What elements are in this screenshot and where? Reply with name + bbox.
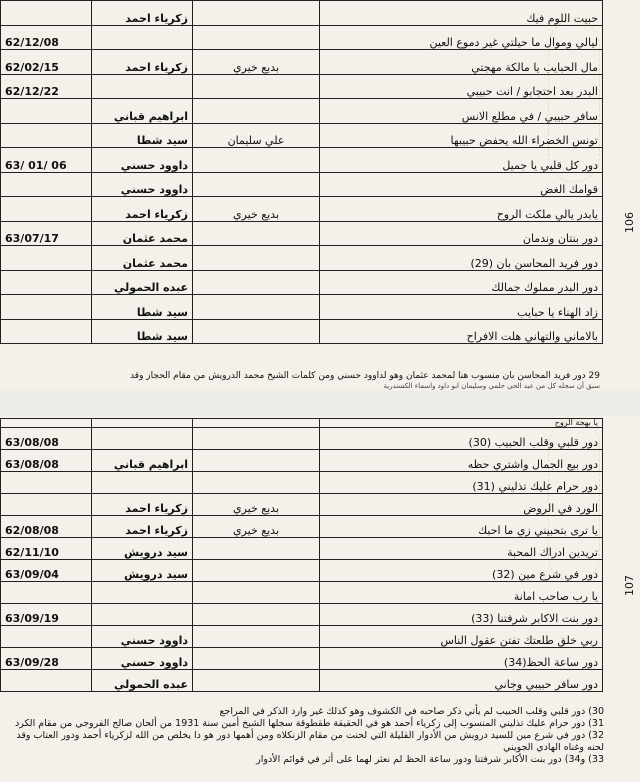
composer-cell bbox=[193, 538, 320, 560]
singer-cell: ابراهيم قباني bbox=[92, 99, 193, 124]
song-cell: دور فريد المحاسن بان (29) bbox=[320, 246, 603, 271]
page-gap bbox=[0, 391, 640, 416]
singer-cell: سيد شطا bbox=[92, 319, 193, 344]
singer-cell: محمد عثمان bbox=[92, 221, 193, 246]
singer-cell bbox=[92, 25, 193, 50]
date-cell bbox=[1, 670, 92, 692]
singer-cell: زكرياء احمد bbox=[92, 1, 193, 26]
song-cell: دور بيع الجمال واشتري حظه bbox=[320, 450, 603, 472]
table-row bbox=[1, 246, 603, 271]
page-number: 107 bbox=[623, 575, 636, 596]
song-cell: زاد الهناء يا حبايب bbox=[320, 295, 603, 320]
composer-cell: بديع خيري bbox=[193, 197, 320, 222]
footnote-29: 29 دور فريد المحاسن بان منسوب هنا لمحمد عثمان وهو لداوود حسني ومن كلمات الشيخ محمد الدرويش من مقام الحجاز وقد سبق أن سجله كل من عبد الحي حلمي وسليمان ابو داود واسماء الكسندرية bbox=[130, 371, 600, 390]
singer-cell bbox=[92, 582, 193, 604]
singer-cell: زكرياء احمد bbox=[92, 494, 193, 516]
composer-cell bbox=[193, 604, 320, 626]
singer-cell: ابراهيم قباني bbox=[92, 450, 193, 472]
composer-cell: بديع خيري bbox=[193, 516, 320, 538]
date-cell: 62/12/08 bbox=[1, 25, 92, 50]
song-cell: دور كل قلبي يا جميل bbox=[320, 148, 603, 173]
date-cell: 63/08/08 bbox=[1, 450, 92, 472]
table-row bbox=[1, 582, 603, 604]
date-cell bbox=[1, 295, 92, 320]
date-cell: 62/08/08 bbox=[1, 516, 92, 538]
date-cell: 62/02/15 bbox=[1, 50, 92, 75]
page-number: 106 bbox=[623, 212, 636, 233]
composer-cell bbox=[193, 221, 320, 246]
song-cell: ربي خلق طلعتك تفتن عقول الناس bbox=[320, 626, 603, 648]
composer-cell bbox=[193, 648, 320, 670]
song-cell: دور حرام عليك تذليني (31) bbox=[320, 472, 603, 494]
singer-cell: زكرياء احمد bbox=[92, 50, 193, 75]
singer-cell bbox=[92, 428, 193, 450]
table-row bbox=[1, 560, 603, 582]
songs-table-page-107 bbox=[0, 418, 603, 692]
date-cell bbox=[1, 246, 92, 271]
song-cell: يا رب صاحب امانة bbox=[320, 582, 603, 604]
table-row bbox=[1, 494, 603, 516]
composer-cell: بديع خيري bbox=[193, 494, 320, 516]
date-cell bbox=[1, 582, 92, 604]
songs-table-page-106 bbox=[0, 0, 603, 344]
song-cell: مال الحبايب يا مالكة مهجتي bbox=[320, 50, 603, 75]
table-row bbox=[1, 450, 603, 472]
date-cell: 63/09/04 bbox=[1, 560, 92, 582]
date-cell: 63/ 01/ 06 bbox=[1, 148, 92, 173]
table-row bbox=[1, 172, 603, 197]
composer-cell bbox=[193, 626, 320, 648]
date-cell bbox=[1, 626, 92, 648]
singer-cell bbox=[92, 604, 193, 626]
composer-cell bbox=[193, 472, 320, 494]
date-cell bbox=[1, 1, 92, 26]
table-row bbox=[1, 319, 603, 344]
composer-cell bbox=[193, 172, 320, 197]
date-cell bbox=[1, 99, 92, 124]
composer-cell bbox=[193, 295, 320, 320]
date-cell: 63/07/17 bbox=[1, 221, 92, 246]
table-row bbox=[1, 25, 603, 50]
footnotes bbox=[0, 706, 604, 766]
composer-cell bbox=[193, 148, 320, 173]
singer-cell: داوود حسني bbox=[92, 648, 193, 670]
song-cell: ليالي وموال ما حيلتي غير دموع العين bbox=[320, 25, 603, 50]
table-row bbox=[1, 472, 603, 494]
song-cell: سافر حبيبي / في مطلع الانس bbox=[320, 99, 603, 124]
song-cell: بالاماني والتهاني هلت الافراح bbox=[320, 319, 603, 344]
composer-cell bbox=[193, 582, 320, 604]
table-row bbox=[1, 295, 603, 320]
composer-cell: بديع خيري bbox=[193, 50, 320, 75]
composer-cell bbox=[193, 560, 320, 582]
date-cell bbox=[1, 472, 92, 494]
table-row bbox=[1, 538, 603, 560]
table-row bbox=[1, 221, 603, 246]
singer-cell: سيد درويش bbox=[92, 538, 193, 560]
date-cell bbox=[1, 319, 92, 344]
song-cell: دور في شرع مين (32) bbox=[320, 560, 603, 582]
date-cell bbox=[1, 197, 92, 222]
note: 30) دور قلبي وقلب الحبيب لم يأتي ذكر صاحبه في الكشوف وهو كذلك غير وارد الذكر في المراجع bbox=[219, 706, 604, 717]
singer-cell: سيد شطا bbox=[92, 123, 193, 148]
singer-cell: محمد عثمان bbox=[92, 246, 193, 271]
table-header-row bbox=[1, 419, 603, 428]
date-cell: 63/09/28 bbox=[1, 648, 92, 670]
date-cell bbox=[1, 494, 92, 516]
song-cell: دور قلبي وقلب الحبيب (30) bbox=[320, 428, 603, 450]
table-row bbox=[1, 123, 603, 148]
composer-cell bbox=[193, 428, 320, 450]
composer-cell bbox=[193, 99, 320, 124]
composer-cell bbox=[193, 246, 320, 271]
composer-cell bbox=[193, 1, 320, 26]
singer-cell bbox=[92, 74, 193, 99]
singer-cell: عبده الحمولي bbox=[92, 270, 193, 295]
table-row bbox=[1, 1, 603, 26]
singer-cell: عبده الحمولي bbox=[92, 670, 193, 692]
note: 32) دور في شرع مين للسيد درويش من الأدوار القليلة التي لحنت من مقام الزنكلاه ومن أهمها دور هو دا يخلص من الله لزكرياء أحمد ودور العتاب وقد لحنه وغناه الهادي الجويني bbox=[16, 730, 604, 753]
header-song: يا بهجة الروح bbox=[320, 419, 603, 428]
song-cell: قوامك الغض bbox=[320, 172, 603, 197]
song-cell: دور بنتان وندمان bbox=[320, 221, 603, 246]
table-row bbox=[1, 99, 603, 124]
composer-cell bbox=[193, 74, 320, 99]
singer-cell: داوود حسني bbox=[92, 626, 193, 648]
table-row bbox=[1, 428, 603, 450]
table-row bbox=[1, 74, 603, 99]
song-cell: يا ترى بتحبيني زي ما احبك bbox=[320, 516, 603, 538]
song-cell: دور بنت الاكابر شرفتنا (33) bbox=[320, 604, 603, 626]
table-row bbox=[1, 670, 603, 692]
singer-cell: سيد درويش bbox=[92, 560, 193, 582]
note: 33) و34) دور بنت الأكابر شرفتنا ودور ساعة الحظ لم نعثر لهما على أثر في قوائم الأدوار bbox=[256, 754, 604, 765]
song-cell: دور البدر مملوك جمالك bbox=[320, 270, 603, 295]
song-cell: حبيت اللوم فيك bbox=[320, 1, 603, 26]
composer-cell bbox=[193, 670, 320, 692]
singer-cell: داوود حسني bbox=[92, 172, 193, 197]
date-cell: 63/08/08 bbox=[1, 428, 92, 450]
singer-cell: سيد شطا bbox=[92, 295, 193, 320]
table-row bbox=[1, 604, 603, 626]
date-cell: 62/12/22 bbox=[1, 74, 92, 99]
singer-cell bbox=[92, 472, 193, 494]
composer-cell bbox=[193, 270, 320, 295]
table-row bbox=[1, 626, 603, 648]
composer-cell bbox=[193, 319, 320, 344]
singer-cell: زكرياء احمد bbox=[92, 197, 193, 222]
composer-cell bbox=[193, 450, 320, 472]
date-cell bbox=[1, 172, 92, 197]
date-cell bbox=[1, 270, 92, 295]
date-cell: 63/09/19 bbox=[1, 604, 92, 626]
composer-cell: علي سليمان bbox=[193, 123, 320, 148]
table-row bbox=[1, 197, 603, 222]
table-row bbox=[1, 516, 603, 538]
song-cell: دور ساعة الحظ(34) bbox=[320, 648, 603, 670]
table-row bbox=[1, 148, 603, 173]
table-row bbox=[1, 50, 603, 75]
composer-cell bbox=[193, 25, 320, 50]
table-row bbox=[1, 648, 603, 670]
song-cell: الورد في الروض bbox=[320, 494, 603, 516]
date-cell bbox=[1, 123, 92, 148]
song-cell: تريدين ادراك المحبة bbox=[320, 538, 603, 560]
singer-cell: داوود حسني bbox=[92, 148, 193, 173]
date-cell: 62/11/10 bbox=[1, 538, 92, 560]
song-cell: يابدر يالي ملكت الروح bbox=[320, 197, 603, 222]
song-cell: البدر بعد احتجابو / انت حبيبي bbox=[320, 74, 603, 99]
singer-cell: زكرياء احمد bbox=[92, 516, 193, 538]
song-cell: تونس الخضراء الله يحفض حبيبها bbox=[320, 123, 603, 148]
table-row bbox=[1, 270, 603, 295]
song-cell: دور سافر حبيبي وجاني bbox=[320, 670, 603, 692]
note: 31) دور حرام عليك تذليني المنسوب إلى زكرياء أحمد هو في الحقيقة طقطوقة سجلها الشيخ أمين سنة 1931 من ألحان صالح الفروجي من مقام الكرد bbox=[14, 718, 604, 729]
